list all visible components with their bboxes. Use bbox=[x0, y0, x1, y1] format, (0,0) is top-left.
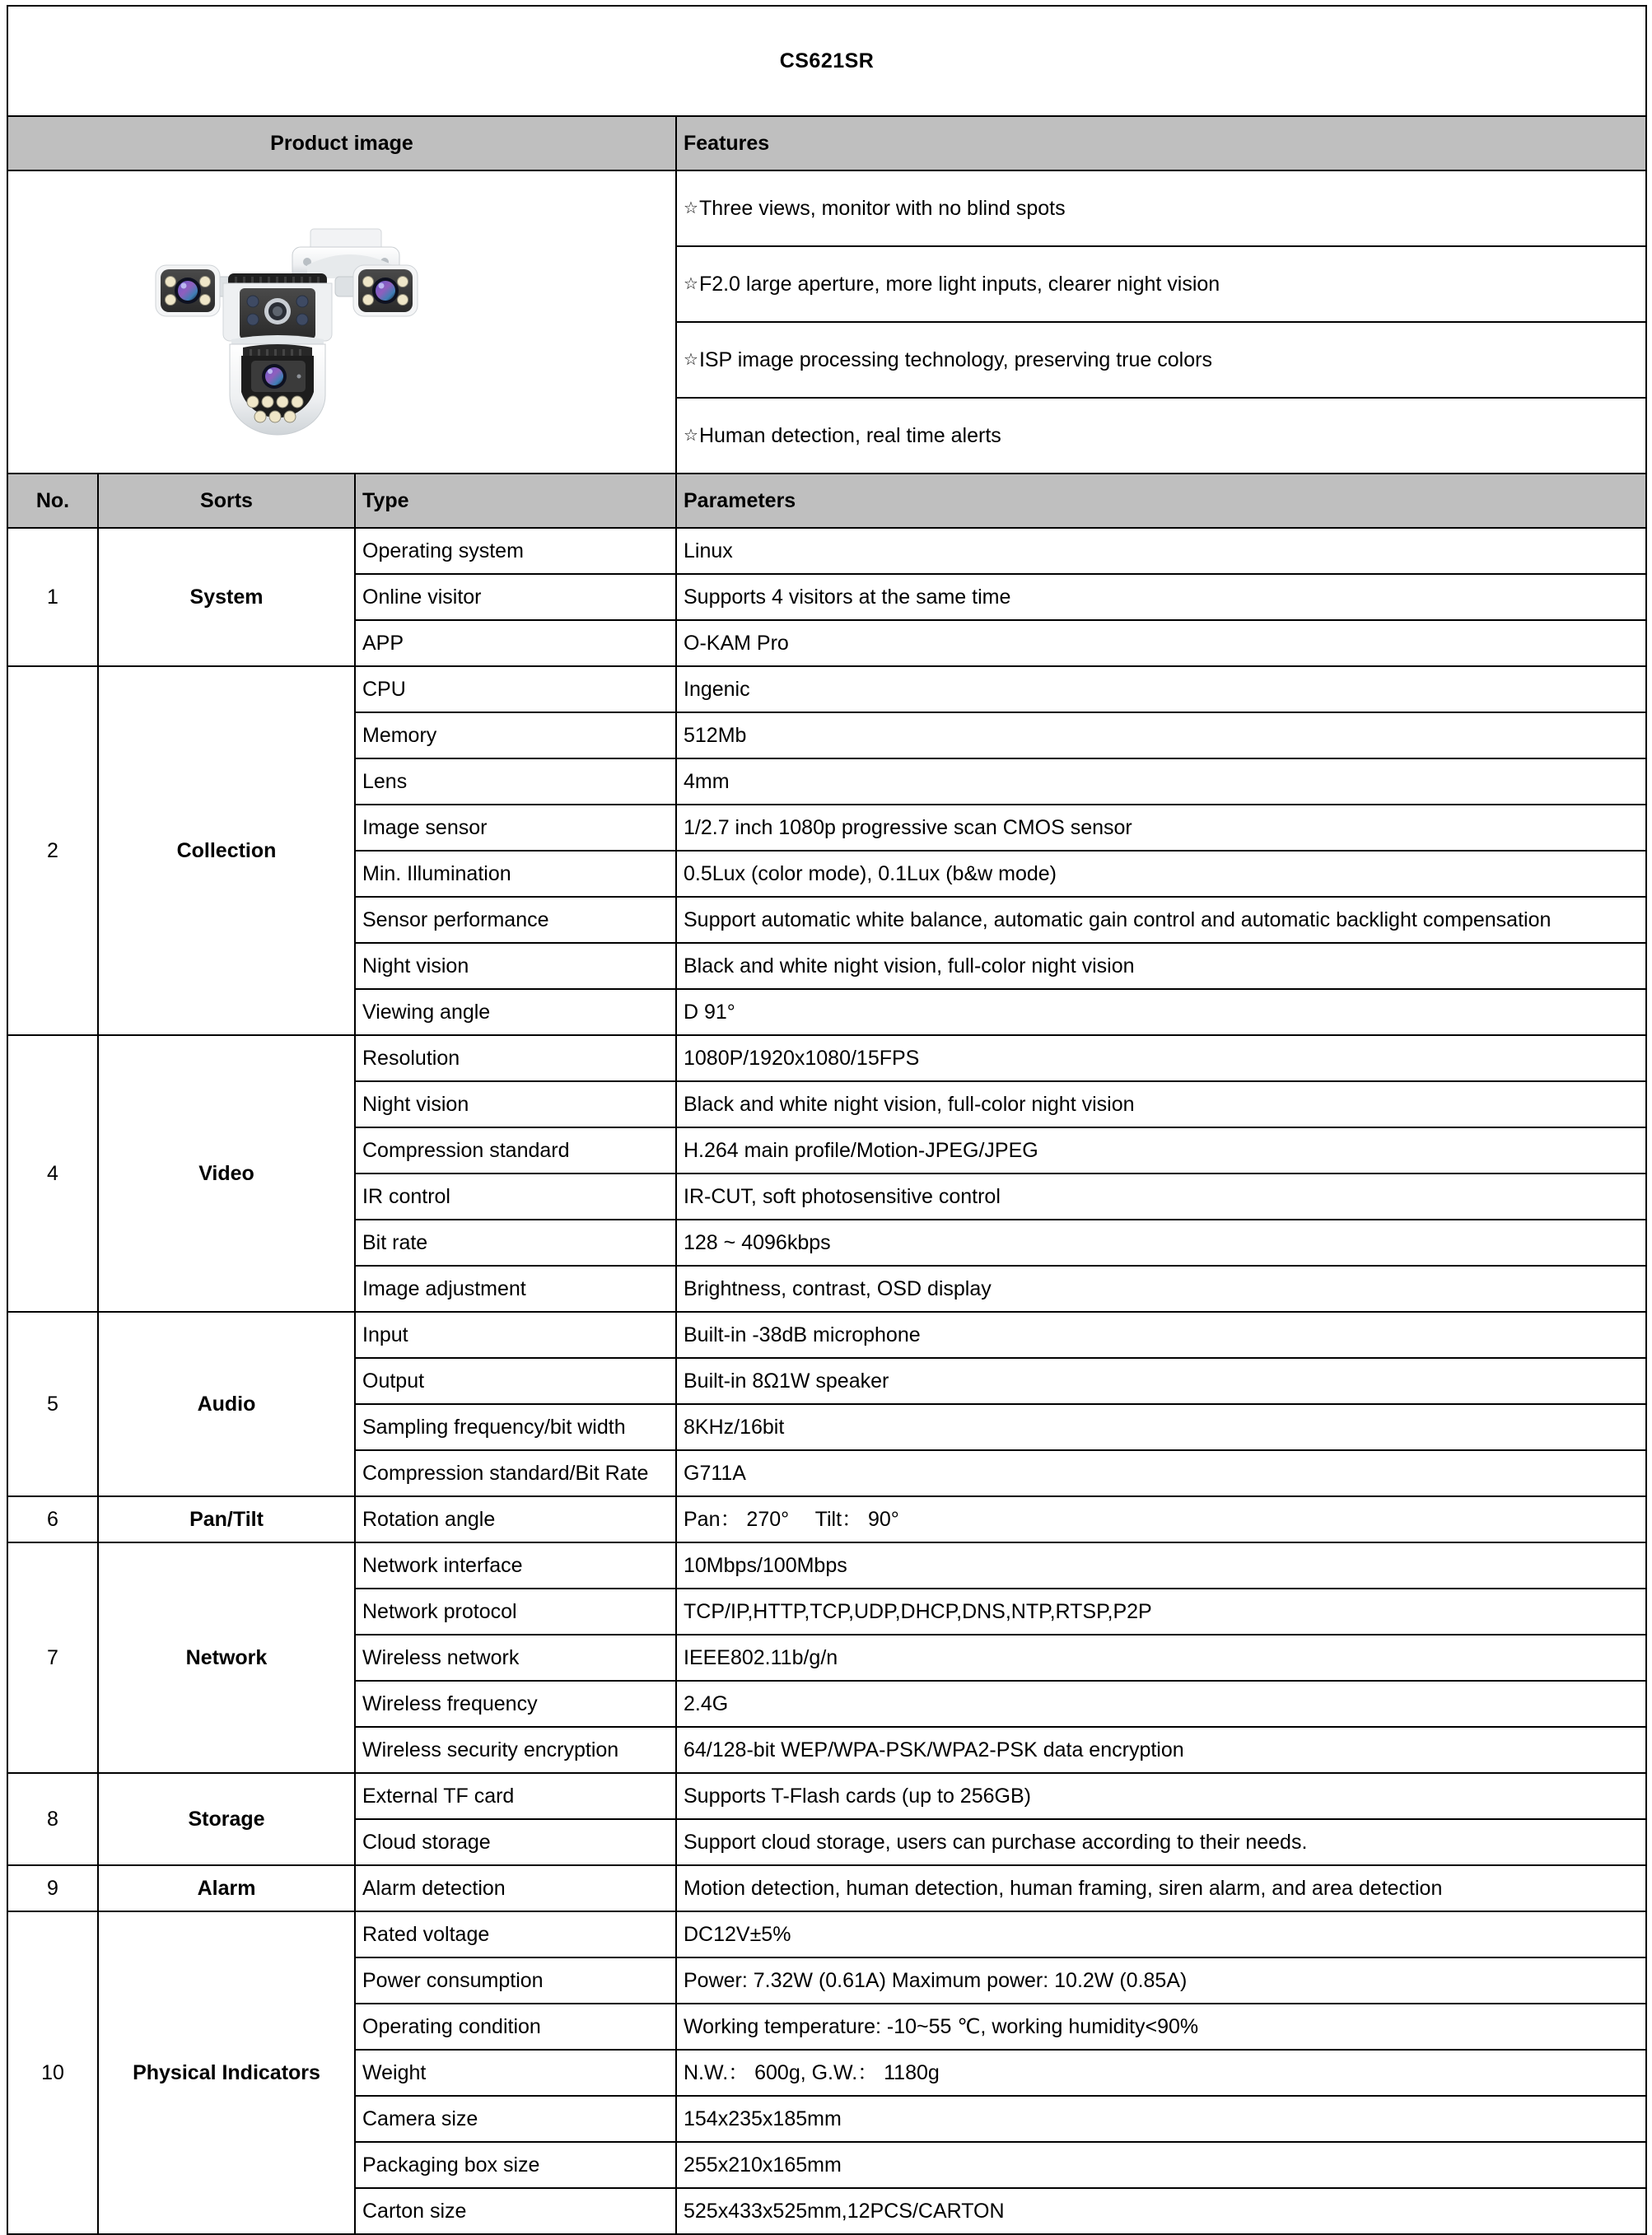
feature-row bbox=[7, 170, 1646, 246]
spec-parameter: Ingenic bbox=[676, 666, 1646, 712]
product-photo bbox=[15, 171, 669, 473]
spec-parameter: TCP/IP,HTTP,TCP,UDP,DHCP,DNS,NTP,RTSP,P2P bbox=[676, 1589, 1646, 1635]
spec-row bbox=[7, 1312, 1646, 1358]
col-header-type: Type bbox=[355, 474, 676, 528]
spec-table-body bbox=[7, 6, 1646, 2234]
spec-parameter: Supports T-Flash cards (up to 256GB) bbox=[676, 1773, 1646, 1819]
spec-parameter: 1080P/1920x1080/15FPS bbox=[676, 1035, 1646, 1081]
spec-type: Cloud storage bbox=[355, 1819, 676, 1865]
spec-type: CPU bbox=[355, 666, 676, 712]
spec-parameter: N.W.： 600g, G.W.： 1180g bbox=[676, 2050, 1646, 2096]
section-name: Alarm bbox=[98, 1865, 355, 1911]
spec-type: Compression standard bbox=[355, 1127, 676, 1173]
spec-parameter: O-KAM Pro bbox=[676, 620, 1646, 666]
spec-parameter: IR-CUT, soft photosensitive control bbox=[676, 1173, 1646, 1220]
spec-parameter: 8KHz/16bit bbox=[676, 1404, 1646, 1450]
spec-parameter: H.264 main profile/Motion-JPEG/JPEG bbox=[676, 1127, 1646, 1173]
spec-parameter: Support cloud storage, users can purchase according to their needs. bbox=[676, 1819, 1646, 1865]
spec-type: APP bbox=[355, 620, 676, 666]
spec-type: Rated voltage bbox=[355, 1911, 676, 1957]
star-icon: ☆ bbox=[684, 198, 698, 217]
spec-type: Input bbox=[355, 1312, 676, 1358]
spec-parameter: DC12V±5% bbox=[676, 1911, 1646, 1957]
spec-type: Output bbox=[355, 1358, 676, 1404]
spec-type: Image adjustment bbox=[355, 1266, 676, 1312]
spec-row bbox=[7, 1911, 1646, 1957]
spec-type: Network protocol bbox=[355, 1589, 676, 1635]
spec-parameter: 128 ~ 4096kbps bbox=[676, 1220, 1646, 1266]
section-name: Storage bbox=[98, 1773, 355, 1865]
spec-type: Viewing angle bbox=[355, 989, 676, 1035]
section-name: Physical Indicators bbox=[98, 1911, 355, 2234]
spec-parameter: 512Mb bbox=[676, 712, 1646, 758]
col-header-parameters: Parameters bbox=[676, 474, 1646, 528]
spec-type: Network interface bbox=[355, 1542, 676, 1589]
spec-type: Alarm detection bbox=[355, 1865, 676, 1911]
spec-row bbox=[7, 1542, 1646, 1589]
col-header-sorts: Sorts bbox=[98, 474, 355, 528]
spec-parameter: Support automatic white balance, automatic gain control and automatic backlight compensation bbox=[676, 897, 1646, 943]
spec-parameter: Built-in 8Ω1W speaker bbox=[676, 1358, 1646, 1404]
section-number: 10 bbox=[7, 1911, 98, 2234]
page-title: CS621SR bbox=[7, 6, 1646, 116]
spec-parameter: Black and white night vision, full-color night vision bbox=[676, 1081, 1646, 1127]
product-image-cell bbox=[7, 170, 676, 474]
spec-type: Bit rate bbox=[355, 1220, 676, 1266]
spec-parameter: Pan： 270° Tilt： 90° bbox=[676, 1496, 1646, 1542]
feature-item bbox=[676, 170, 1646, 246]
product-image-header: Product image bbox=[7, 116, 676, 170]
star-icon: ☆ bbox=[684, 426, 698, 445]
spec-parameter: G711A bbox=[676, 1450, 1646, 1496]
spec-row bbox=[7, 528, 1646, 574]
section-number: 4 bbox=[7, 1035, 98, 1312]
spec-type: Image sensor bbox=[355, 805, 676, 851]
spec-parameter: 4mm bbox=[676, 758, 1646, 805]
features-header: Features bbox=[676, 116, 1646, 170]
spec-type: Sampling frequency/bit width bbox=[355, 1404, 676, 1450]
section-name: Collection bbox=[98, 666, 355, 1035]
spec-type: Operating system bbox=[355, 528, 676, 574]
star-icon: ☆ bbox=[684, 350, 698, 369]
spec-type: Night vision bbox=[355, 943, 676, 989]
spec-type: Wireless security encryption bbox=[355, 1727, 676, 1773]
spec-type: Night vision bbox=[355, 1081, 676, 1127]
spec-sheet-page bbox=[0, 5, 1652, 2223]
spec-type: Carton size bbox=[355, 2188, 676, 2234]
spec-parameter: Power: 7.32W (0.61A) Maximum power: 10.2W (0.85A) bbox=[676, 1957, 1646, 2004]
spec-type: Min. Illumination bbox=[355, 851, 676, 897]
spec-type: Memory bbox=[355, 712, 676, 758]
star-icon: ☆ bbox=[684, 274, 698, 293]
product-spec-table bbox=[7, 5, 1647, 2235]
spec-row bbox=[7, 666, 1646, 712]
spec-type: Wireless network bbox=[355, 1635, 676, 1681]
spec-parameter: D 91° bbox=[676, 989, 1646, 1035]
spec-parameter: 64/128-bit WEP/WPA-PSK/WPA2-PSK data encryption bbox=[676, 1727, 1646, 1773]
spec-type: Camera size bbox=[355, 2096, 676, 2142]
spec-parameter: Working temperature: -10~55 ℃, working humidity<90% bbox=[676, 2004, 1646, 2050]
section-name: Video bbox=[98, 1035, 355, 1312]
spec-parameter: Built-in -38dB microphone bbox=[676, 1312, 1646, 1358]
feature-label: F2.0 large aperture, more light inputs, clearer night vision bbox=[698, 272, 1220, 296]
section-number: 2 bbox=[7, 666, 98, 1035]
spec-row bbox=[7, 1496, 1646, 1542]
spec-type: Resolution bbox=[355, 1035, 676, 1081]
section-number: 9 bbox=[7, 1865, 98, 1911]
spec-type: Rotation angle bbox=[355, 1496, 676, 1542]
spec-row bbox=[7, 1865, 1646, 1911]
spec-parameter: 0.5Lux (color mode), 0.1Lux (b&w mode) bbox=[676, 851, 1646, 897]
feature-label: Human detection, real time alerts bbox=[698, 423, 1001, 447]
spec-row bbox=[7, 1035, 1646, 1081]
spec-parameter: 525x433x525mm,12PCS/CARTON bbox=[676, 2188, 1646, 2234]
spec-parameter: Supports 4 visitors at the same time bbox=[676, 574, 1646, 620]
feature-label: ISP image processing technology, preserving true colors bbox=[698, 348, 1212, 371]
title-row bbox=[7, 6, 1646, 116]
spec-header-row bbox=[7, 474, 1646, 528]
spec-type: Wireless frequency bbox=[355, 1681, 676, 1727]
spec-type: Online visitor bbox=[355, 574, 676, 620]
spec-parameter: 255x210x165mm bbox=[676, 2142, 1646, 2188]
spec-parameter: 154x235x185mm bbox=[676, 2096, 1646, 2142]
feature-label: Three views, monitor with no blind spots bbox=[698, 196, 1066, 220]
spec-type: Weight bbox=[355, 2050, 676, 2096]
section-name: System bbox=[98, 528, 355, 666]
spec-parameter: 10Mbps/100Mbps bbox=[676, 1542, 1646, 1589]
spec-type: Packaging box size bbox=[355, 2142, 676, 2188]
spec-parameter: Brightness, contrast, OSD display bbox=[676, 1266, 1646, 1312]
top-header-row bbox=[7, 116, 1646, 170]
feature-item bbox=[676, 246, 1646, 322]
spec-row bbox=[7, 1773, 1646, 1819]
spec-type: Compression standard/Bit Rate bbox=[355, 1450, 676, 1496]
spec-parameter: Linux bbox=[676, 528, 1646, 574]
section-number: 7 bbox=[7, 1542, 98, 1773]
spec-parameter: 1/2.7 inch 1080p progressive scan CMOS sensor bbox=[676, 805, 1646, 851]
feature-item bbox=[676, 322, 1646, 398]
section-number: 8 bbox=[7, 1773, 98, 1865]
spec-type: Operating condition bbox=[355, 2004, 676, 2050]
section-name: Network bbox=[98, 1542, 355, 1773]
spec-parameter: Motion detection, human detection, human framing, siren alarm, and area detection bbox=[676, 1865, 1646, 1911]
section-name: Pan/Tilt bbox=[98, 1496, 355, 1542]
spec-type: IR control bbox=[355, 1173, 676, 1220]
camera-illustration bbox=[128, 186, 556, 458]
section-number: 5 bbox=[7, 1312, 98, 1496]
col-header-no: No. bbox=[7, 474, 98, 528]
feature-item bbox=[676, 398, 1646, 474]
section-number: 1 bbox=[7, 528, 98, 666]
section-number: 6 bbox=[7, 1496, 98, 1542]
spec-type: External TF card bbox=[355, 1773, 676, 1819]
spec-parameter: 2.4G bbox=[676, 1681, 1646, 1727]
spec-type: Sensor performance bbox=[355, 897, 676, 943]
section-name: Audio bbox=[98, 1312, 355, 1496]
spec-parameter: IEEE802.11b/g/n bbox=[676, 1635, 1646, 1681]
spec-parameter: Black and white night vision, full-color night vision bbox=[676, 943, 1646, 989]
spec-type: Power consumption bbox=[355, 1957, 676, 2004]
spec-type: Lens bbox=[355, 758, 676, 805]
